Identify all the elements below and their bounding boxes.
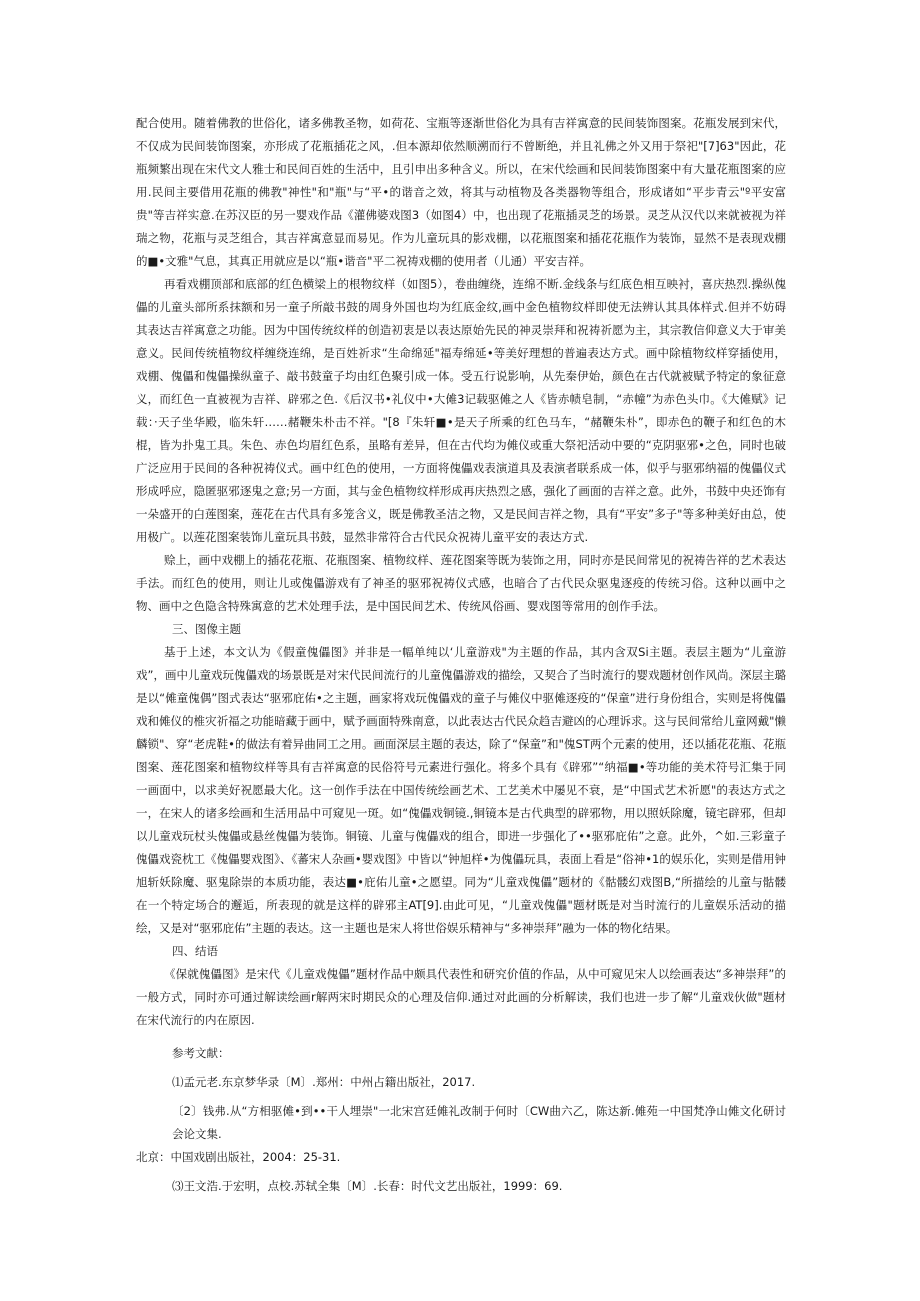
references-title: 参考文献： — [172, 1046, 230, 1060]
reference-item-3: ⑶王文浩.于宏明，点校.苏轼全集〔M〕.长春：时代文艺出版社，1999：69. — [172, 1179, 563, 1193]
paragraph-summary: 赊上，画中戏棚上的插花花瓶、花瓶图案、植物纹样、莲花图案等既为装饰之用，同时亦是民间常见的祝祷告祥的艺术表达手法。而红色的使用，则让儿或傀儡游戏有了神圣的驱邪祝祷仪式感，也暗合了古代民众驱鬼逐疫的传统习俗。这种以画中之物、画中之色隐含特殊寓意的艺术处理手法，是中国民间艺术、传统风俗画、婴戏图等常用的创作手法。 — [136, 553, 786, 613]
document-page — [136, 112, 786, 1198]
paragraph-image-theme: 基于上述，本文认为《假童傀儡图》并非是一幅单纯以‘儿童游戏"为主题的作品，其内含双Si主题。表层主题为“儿童游戏”，画中儿童戏玩傀儡戏的场景既是对宋代民间流行的儿童傀儡游戏的描绘，又契合了当时流行的婴戏题材创作风尚。深层主璐是以“傩童傀偶”图式表达“驱邪庇佑•之主题，画家将戏玩傀儡戏的童子与傩仪中驱傩逐疫的“保童”进行身份组合，实则是将傀儡戏和傩仪的椎灾祈福之功能暗藏于画中，赋予画面特殊南意，以此表达古代民众趋吉避凶的心理诉求。这与民间常给儿童网戴"懒麟锁"、穿“老虎鞋•的做法有着异曲同工之用。画面深层主题的表达，除了“保童”和"傀ST两个元素的使用，还以插花花瓶、花瓶图案、莲花图案和植物纹样等具有吉祥寓意的民俗符号元素进行强化。将多个具有《辟邪”“纳福■•等功能的美术符号汇集于同一画面中，以求美好祝愿最大化。这一创作手法在中国传统绘画艺术、工艺美术中屡见不衰，是“中国式艺术祈愿"的表达方式之一，在宋人的诸多绘画和生活用品中可窥见一斑。如“傀儡戏铜镜.,铜镜本是古代典型的辟邪物，用以照妖除魔，镜宅辟邪，但却以儿童戏玩杖头傀儡或悬丝傀儡为装饰。铜镜、儿童与傀儡戏的组合，即进一步强化了••驱邪庇佑”之意。此外，^如.三彩童子傀儡戏瓷枕工《傀儡婴戏图》、《蕃宋人杂画•婴戏图》中皆以“钟旭样•为傀儡玩具，表面上看是“俗神•1的娱乐化，实则是借用钟旭斩妖除魔、驱鬼除崇的本质功能，表达■•庇佑儿童•之愿望。同为“儿童戏傀儡”题材的《骷髅幻戏图B,“所描绘的儿童与骷髅在一个特定场合的邂逅，所表现的就是这样的辟邪主AT[9].由此可见，“儿童戏傀儡"题材既是对当时流行的儿童娱乐活动的描绘，又是对“驱邪庇佑”主题的表达。这一主题也是宋人将世俗娱乐精神与“多神崇拜”融为一体的物化结果。 — [136, 645, 786, 935]
paragraph-red-color: 再看戏棚顶部和底部的红色横梁上的根物纹样（如图5），卷曲缠绕，连绵不断.金线条与红底色相互映衬，喜庆热烈.操纵傀儡的儿童头部所系抹额和另一童子所敲书鼓的周身外国也均为红底金纹,画中金色植物纹样即使无法辨认其具体样式.但并不妨碍其表达吉祥寓意之功能。因为中国传统纹样的创造初衷是以表达原始先民的神灵崇拜和祝祷祈愿为主，其宗教信仰意义大于审美意义。民间传统植物纹样缠绕连绵，是百姓祈求“生命绵延"福寿绵延•等美好理想的普遍表达方式。画中除植物纹样穿插使用，戏棚、傀儡和傀儡操纵童子、敲书鼓童子均由红色聚引成一体。受五行说影响，从先秦伊始，颜色在古代就被赋予特定的象征意义，而红色一直被视为吉祥、辟邪之色.《后汉书•礼仪中•大傩3记载驱傩之人《皆赤帻皂制，“赤幢”为赤色头巾。《大傩赋》记载：·天子坐华殿，临朱轩……赭鞭朱朴击不祥。"[8『朱轩■•是天子所乘的红色马车，“赭鞭朱朴”，即赤色的鞭子和红色的木棍，皆为扑鬼工具。朱色、赤色均眉红色系，虽略有差异，但在古代均为傩仪或重大祭祀活动中要的“克阴驱邪•之色，同时也破广泛应用于民间的各种祝祷仪式。画中红色的使用，一方面将傀儡戏表演道具及表演者联系成一体，似乎与驱邪纳福的傀儡仪式形成呼应，隐匿驱邪逐鬼之意;另一方面，其与金色植物纹样形成再庆热烈之感，强化了画面的吉祥之意。此外，书鼓中央还饰有一朵盛开的白莲图案，莲花在古代具有多笼含义，既是佛教圣洁之物，又是民间吉祥之物，具有“平安”多子"等多种美好由总，使用极广。以莲花图案装饰儿童玩具书鼓，显然非常符合古代民众祝祷儿童平安的表达方式. — [136, 277, 786, 544]
reference-item-1: ⑴孟元老.东京梦华录〔M〕.郑州：中州占籍出版社，2017. — [172, 1075, 476, 1089]
reference-item-2: 〔2〕钱弗.从“方相驱傩•到••干人埋崇"一北宋宫廷傩礼改制于何时〔CW曲六乙，陈达新.傩苑一中国梵净山傩文化研讨会论文集. — [172, 1104, 786, 1141]
section-heading-image-theme: 三、图像主题 — [172, 622, 241, 636]
paragraph-conclusion: 《保就傀儡图》是宋代《儿童戏傀儡”题材作品中颇具代表性和研究价值的作品，从中可窥见宋人以绘画表达“多神崇拜”的一般方式，同时亦可通过解读绘画r解两宋时期民众的心理及信仰.通过对此画的分析解读，我们也进一步了解“儿童戏伙做"题材在宋代流行的内在原因. — [136, 967, 786, 1027]
section-heading-conclusion: 四、结语 — [172, 944, 218, 958]
reference-item-2-continued: 北京：中国戏剧出版社，2004：25-31. — [136, 1150, 341, 1164]
paragraph-flower-vase: 配合使用。随着佛教的世俗化，诸多佛教圣物，如荷花、宝瓶等逐渐世俗化为具有吉祥寓意的民间装饰图案。花瓶发展到宋代，不仅成为民间装饰图案，亦形成了花瓶插花之风，.但本源却依然顺溯而行不曾断绝，并且礼佛之外又用于祭祀"[7]63"因此，花瓶频繁出现在宋代文人雅士和民间百姓的生活中，且引申出多种含义。所以，在宋代绘画和民间装饰图案中有大量花瓶图案的应用.民间主要借用花瓶的佛教"神性"和"瓶"与“平•的谐音之效，将其与动植物及各类器物等组合，形成诸如“平步青云"º平安富贵"等吉祥实意.在苏汉臣的另一婴戏作品《灌佛婆戏图3（如图4）中，也出现了花瓶插灵芝的场景。灵芝从汉代以来就被视为祥瑞之物，花瓶与灵芝组合，其吉祥寓意显而易见。作为儿童玩具的影戏棚，以花瓶图案和插花花瓶作为装饰，显然不是表现戏棚的■•文雅"气息，其真正用就应是以“瓶•谐音"平二祝祷戏棚的使用者（儿通）平安吉祥。 — [136, 116, 786, 268]
